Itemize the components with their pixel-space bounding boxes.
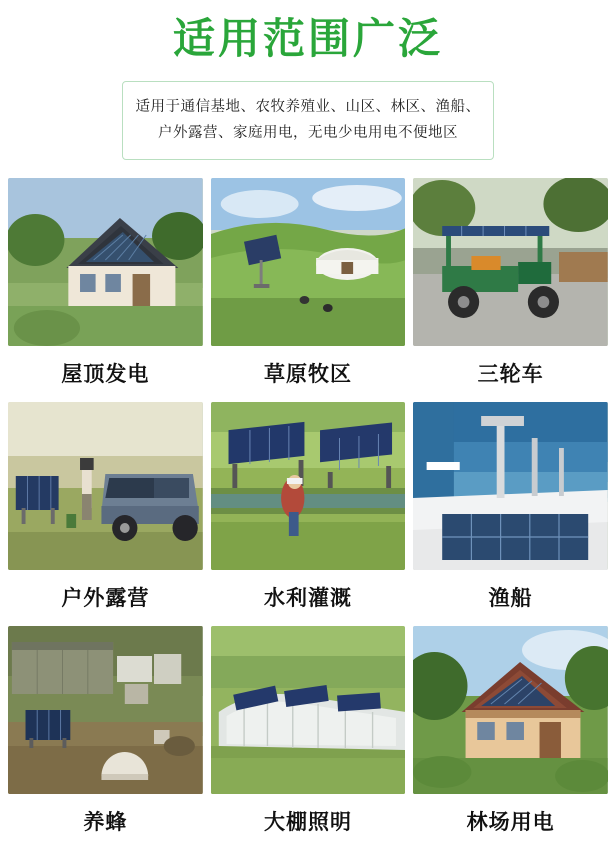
intro-box [122,81,494,161]
forest-farm-house-solar-photo [413,626,608,794]
intro-line-1: 适用于通信基地、农牧养殖业、山区、林区、渔船、 [135,98,481,115]
outdoor-camping-car-solar-photo [8,402,203,570]
gallery-item [211,178,406,402]
fishing-boat-solar-photo [413,402,608,570]
intro-line-2: 户外露营、家庭用电，无电少电用电不便地区 [158,125,458,142]
gallery-item [413,626,608,850]
gallery-caption: 林场用电 [466,810,555,835]
gallery-caption: 大棚照明 [263,810,352,835]
gallery-caption: 养蜂 [83,810,128,835]
gallery-item [8,626,203,850]
grassland-yurt-solar-photo [211,178,406,346]
rooftop-solar-house-photo [8,178,203,346]
gallery-item [413,402,608,626]
gallery-caption: 水利灌溉 [263,586,352,611]
gallery-item [211,626,406,850]
page-title: 适用范围广泛 [172,14,443,63]
beekeeping-solar-photo [8,626,203,794]
gallery-caption: 三轮车 [477,362,544,387]
gallery-item [413,178,608,402]
gallery-item [8,178,203,402]
solar-tricycle-photo [413,178,608,346]
gallery-grid [8,178,608,850]
gallery-item [211,402,406,626]
gallery-caption: 渔船 [488,586,533,611]
gallery-caption: 户外露营 [61,586,150,611]
gallery-caption: 草原牧区 [263,362,352,387]
greenhouse-lighting-solar-photo [211,626,406,794]
gallery-caption: 屋顶发电 [61,362,150,387]
irrigation-solar-pump-photo [211,402,406,570]
gallery-item [8,402,203,626]
